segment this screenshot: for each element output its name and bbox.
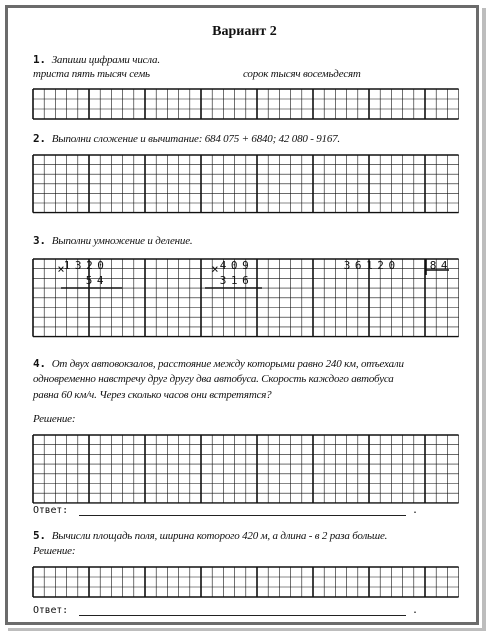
mult2-digit: 4 xyxy=(219,259,227,272)
task5-text: 5. Вычисли площадь поля, ширина которого 420 м, а длина - в 2 раза больше. xyxy=(33,529,388,542)
div-digit: 6 xyxy=(354,259,362,272)
task1-item-b: сорок тысяч восемьдесят xyxy=(243,68,361,80)
div-digit: 8 xyxy=(429,259,437,272)
div-digit: 1 xyxy=(366,259,373,272)
div-digit: 4 xyxy=(440,259,448,272)
mult2-digit: 3 xyxy=(219,274,227,287)
mult2-digit: 0 xyxy=(230,259,238,272)
task4-line2: одновременно навстречу друг другу два автобуса. Скорость каждого автобуса xyxy=(33,373,394,385)
div-digit: 3 xyxy=(343,259,351,272)
mult1-digit: 1 xyxy=(63,259,71,272)
worksheet-title: Вариант 2 xyxy=(212,24,277,39)
mult1-digit: 5 xyxy=(85,274,93,287)
task4-line1: 4. От двух автовокзалов, расстояние между которыми равно 240 км, отъехали xyxy=(33,357,404,370)
mult1-digit: 4 xyxy=(96,274,104,287)
mult1-digit: 0 xyxy=(97,259,104,272)
task2-text: 2. Выполни сложение и вычитание: 684 075 + 6840; 42 080 - 9167. xyxy=(33,132,340,145)
task5-answer-dot: . xyxy=(412,605,418,616)
mult1-digit: 2 xyxy=(86,259,93,272)
task4-solution-label: Решение: xyxy=(33,413,76,425)
task4-answer-dot: . xyxy=(412,505,418,516)
mult2-sign: × xyxy=(211,262,219,276)
mult1-sign: × xyxy=(57,262,65,276)
task4-line3: равна 60 км/ч. Через сколько часов они встретятся? xyxy=(33,389,272,401)
mult2-digit: 1 xyxy=(230,274,238,287)
task5-solution-label: Решение: xyxy=(33,545,76,557)
task4-answer-label: Ответ: xyxy=(33,505,68,516)
div-digit: 2 xyxy=(377,259,384,272)
task1-text: 1. Запиши цифрами числа. xyxy=(33,53,160,66)
mult1-digit: 3 xyxy=(74,259,82,272)
task3-text: 3. Выполни умножение и деление. xyxy=(33,234,193,247)
task5-answer-label: Ответ: xyxy=(33,605,68,616)
mult2-digit: 6 xyxy=(242,274,249,287)
div-digit: 0 xyxy=(388,259,396,272)
grid-group xyxy=(33,89,459,597)
mult2-digit: 9 xyxy=(242,259,249,272)
task1-item-a: триста пять тысяч семь xyxy=(33,68,150,80)
